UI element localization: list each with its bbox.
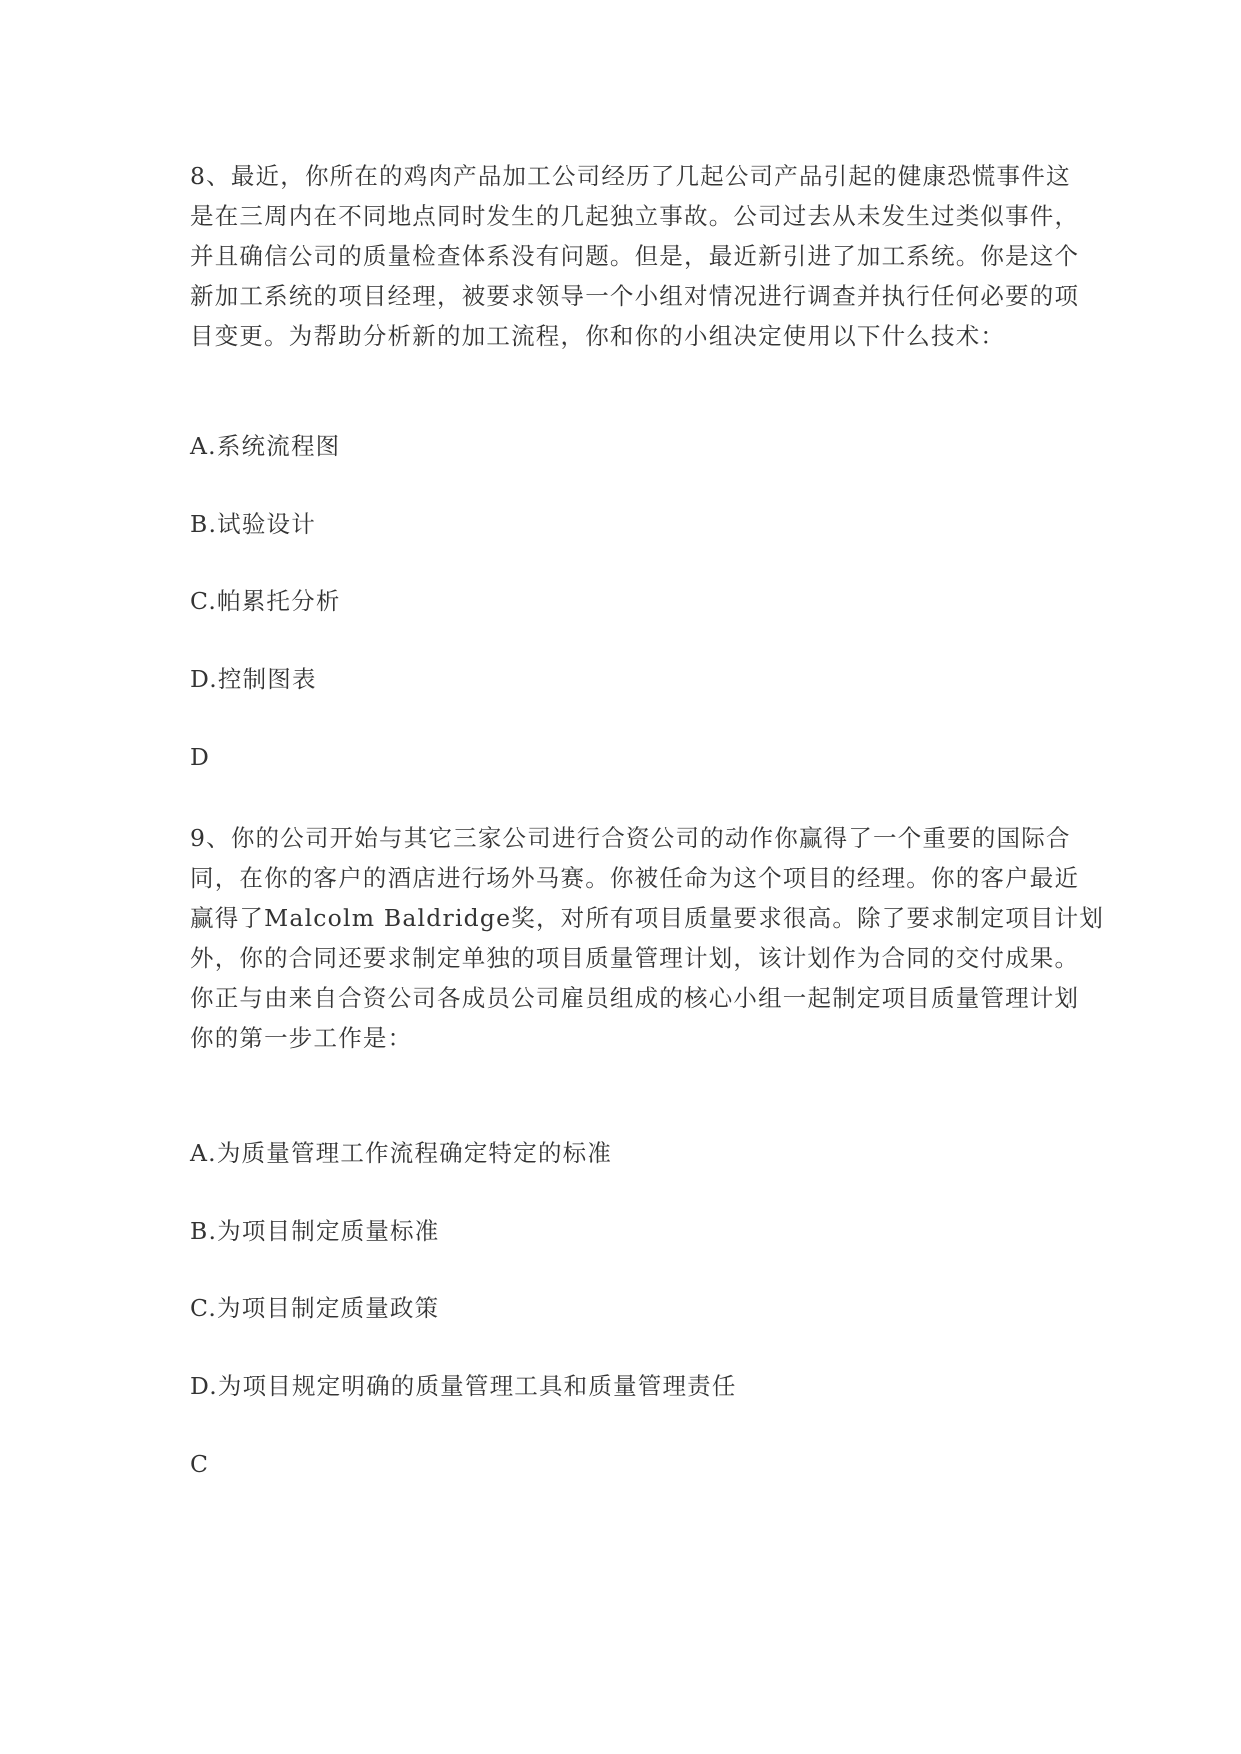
question-line: 新加工系统的项目经理，被要求领导一个小组对情况进行调查并执行任何必要的项: [190, 282, 1080, 310]
question-8-text: [190, 156, 1095, 356]
question-line: 是在三周内在不同地点同时发生的几起独立事故。公司过去从未发生过类似事件，: [190, 202, 1080, 230]
question-9-answer: C: [190, 1450, 210, 1478]
question-9-text: [190, 818, 1105, 1058]
question-line: 同，在你的客户的酒店进行场外马赛。你被任命为这个项目的经理。你的客户最近: [190, 864, 1080, 892]
question-line: 你的第一步工作是：: [190, 1024, 413, 1052]
question-8-option-b: B.试验设计: [190, 510, 316, 538]
question-line: 赢得了Malcolm Baldridge奖，对所有项目质量要求很高。除了要求制定项目计划: [190, 904, 1105, 932]
question-8-option-d: D.控制图表: [190, 665, 317, 693]
question-9-option-b: B.为项目制定质量标准: [190, 1217, 440, 1245]
question-line: 并且确信公司的质量检查体系没有问题。但是，最近新引进了加工系统。你是这个: [190, 242, 1080, 270]
question-8-option-a: A.系统流程图: [190, 432, 341, 460]
question-line: 目变更。为帮助分析新的加工流程，你和你的小组决定使用以下什么技术：: [190, 322, 1006, 350]
question-line: 8、最近，你所在的鸡肉产品加工公司经历了几起公司产品引起的健康恐慌事件这: [190, 162, 1071, 190]
question-line: 你正与由来自合资公司各成员公司雇员组成的核心小组一起制定项目质量管理计划: [190, 984, 1080, 1012]
question-line: 外，你的合同还要求制定单独的项目质量管理计划，该计划作为合同的交付成果。: [190, 944, 1080, 972]
question-9-option-d: D.为项目规定明确的质量管理工具和质量管理责任: [190, 1372, 737, 1400]
question-8-answer: D: [190, 743, 211, 771]
question-8-option-c: C.帕累托分析: [190, 587, 341, 615]
question-9-option-a: A.为质量管理工作流程确定特定的标准: [190, 1139, 613, 1167]
question-line: 9、你的公司开始与其它三家公司进行合资公司的动作你赢得了一个重要的国际合: [190, 824, 1071, 852]
question-9-option-c: C.为项目制定质量政策: [190, 1294, 440, 1322]
